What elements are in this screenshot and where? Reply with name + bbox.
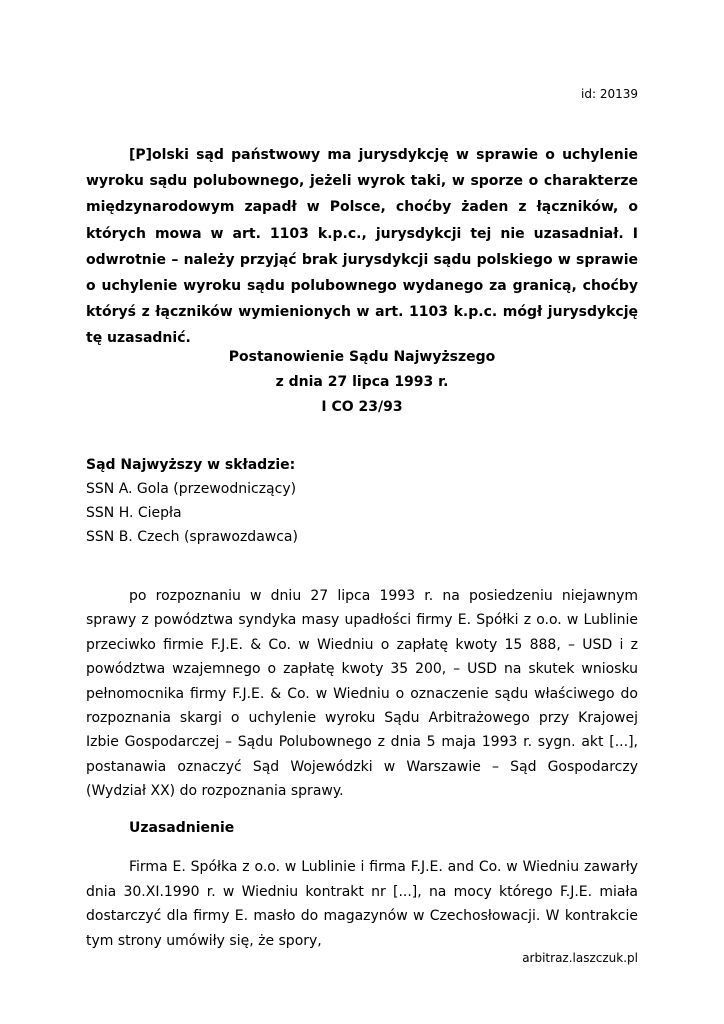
composition-member: SSN A. Gola (przewodniczący) [86, 481, 297, 497]
document-id: id: 20139 [581, 87, 638, 101]
decision-title-name: Postanowienie Sądu Najwyższego [228, 349, 496, 365]
decision-title-date: z dnia 27 lipca 1993 r. [275, 374, 449, 390]
decision-title-signature: I CO 23/93 [321, 399, 403, 415]
thesis-paragraph: [P]olski sąd państwowy ma jurysdykcję w sprawie o uchylenie wyroku sądu polubownego, jeżeli wyrok taki, w sporze o charakterze międzynarodowym zapadł w Polsce, choćby żaden z łączników, o których mowa w art. 1103 k.p.c., jurysdykcji tej nie uzasadniał. I odwrotnie – należy przyjąć brak jurysdykcji sądu polskiego w sprawie o uchylenie wyroku sądu polubownego wydanego za granicą, choćby któryś z łączników wymienionych w art. 1103 k.p.c. mógł jurysdykcję tę uzasadnić. [86, 147, 638, 347]
composition-heading: Sąd Najwyższy w składzie: [86, 457, 296, 473]
court-composition [86, 453, 638, 549]
composition-member: SSN H. Ciepła [86, 505, 182, 521]
ruling-paragraph: po rozpoznaniu w dniu 27 lipca 1993 r. na posiedzeniu niejawnym sprawy z powództwa syndyka masy upadłości firmy E. Spółki z o.o. w Lublinie przeciwko firmie F.J.E. & Co. w Wiedniu o zapłatę kwoty 15 888, – USD i z powództwa wzajemnego o zapłatę kwoty 35 200, – USD na skutek wniosku pełnomocnika firmy F.J.E. & Co. w Wiedniu o oznaczenie sądu właściwego do rozpoznania skargi o uchylenie wyroku Sądu Arbitrażowego przy Krajowej Izbie Gospodarczej – Sądu Polubownego z dnia 5 maja 1993 r. sygn. akt [...], postanawia oznaczyć Sąd Wojewódzki w Warszawie – Sąd Gospodarczy (Wydział XX) do rozpoznania sprawy. [86, 588, 638, 800]
composition-member: SSN B. Czech (sprawozdawca) [86, 529, 298, 545]
decision-title [86, 345, 638, 420]
footer-source: arbitraz.laszczuk.pl [522, 951, 638, 965]
justification-paragraph: Firma E. Spółka z o.o. w Lublinie i firma F.J.E. and Co. w Wiedniu zawarły dnia 30.XI.1990 r. w Wiedniu kontrakt nr [...], na mocy którego F.J.E. miała dostarczyć dla firmy E. masło do magazynów w Czechosłowacji. W kontrakcie tym strony umówiły się, że spory, [86, 859, 638, 949]
justification-heading: Uzasadnienie [129, 820, 235, 836]
